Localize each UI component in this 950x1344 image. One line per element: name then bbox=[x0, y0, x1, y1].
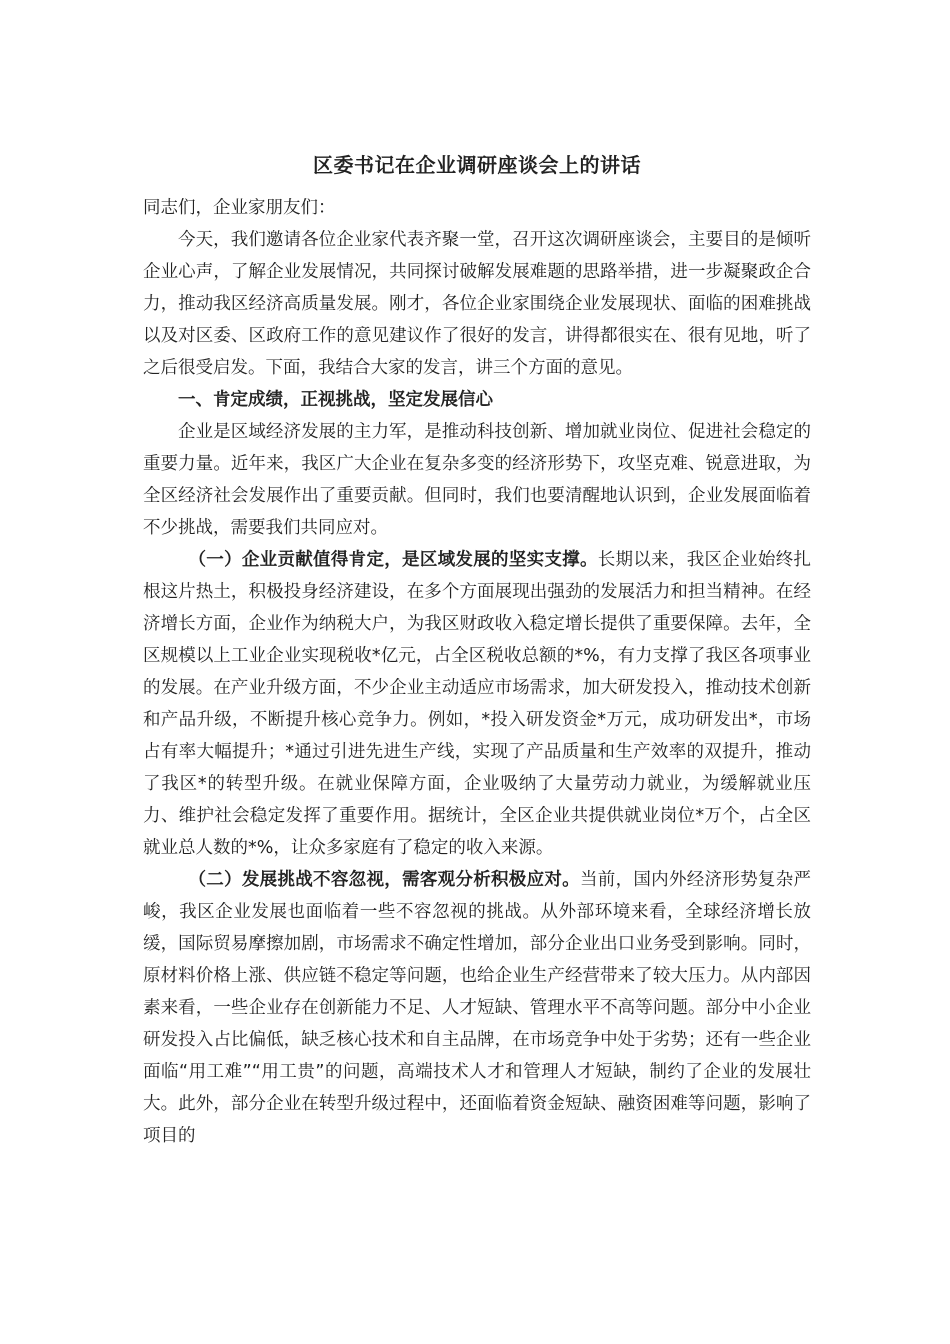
subsection-2-lead: （二）发展挑战不容忽视，需客观分析积极应对。 bbox=[188, 870, 580, 890]
subsection-2-text: 当前，国内外经济形势复杂严峻，我区企业发展也面临着一些不容忽视的挑战。从外部环境来看，全球经济增长放缓，国际贸易摩擦加剧，市场需求不确定性增加，部分企业出口业务受到影响。同时，原材料价格上涨、供应链不稳定等问题，也给企业生产经营带来了较大压力。从内部因素来看，一些企业存在创新能力不足、人才短缺、管理水平不高等问题。部分中小企业研发投入占比偏低，缺乏核心技术和自主品牌，在市场竞争中处于劣势；还有一些企业面临“用工难”“用工贵”的问题，高端技术人才和管理人才短缺，制约了企业的发展壮大。此外，部分企业在转型升级过程中，还面临着资金短缺、融资困难等问题，影响了项目的 bbox=[143, 870, 812, 1146]
subsection-1-paragraph bbox=[143, 544, 811, 864]
section-heading-1: 一、肯定成绩，正视挑战，坚定发展信心 bbox=[178, 390, 493, 410]
subsection-1-text: 长期以来，我区企业始终扎根这片热土，积极投身经济建设，在多个方面展现出强劲的发展活力和担当精神。在经济增长方面，企业作为纳税大户，为我区财政收入稳定增长提供了重要保障。去年，全区规模以上工业企业实现税收*亿元，占全区税收总额的*%，有力支撑了我区各项事业的发展。在产业升级方面，不少企业主动适应市场需求，加大研发投入，推动技术创新和产品升级，不断提升核心竞争力。例如，*投入研发资金*万元，成功研发出*，市场占有率大幅提升；*通过引进先进生产线，实现了产品质量和生产效率的双提升，推动了我区*的转型升级。在就业保障方面，企业吸纳了大量劳动力就业，为缓解就业压力、维护社会稳定发挥了重要作用。据统计，全区企业共提供就业岗位*万个，占全区就业总人数的*%，让众多家庭有了稳定的收入来源。 bbox=[143, 550, 812, 858]
salutation: 同志们，企业家朋友们： bbox=[143, 198, 336, 218]
document-title: 区委书记在企业调研座谈会上的讲话 bbox=[313, 153, 641, 177]
document-body bbox=[143, 192, 811, 1152]
section-1-paragraph: 企业是区域经济发展的主力军，是推动科技创新、增加就业岗位、促进社会稳定的重要力量。近年来，我区广大企业在复杂多变的经济形势下，攻坚克难、锐意进取，为全区经济社会发展作出了重要贡献。但同时，我们也要清醒地认识到，企业发展面临着不少挑战，需要我们共同应对。 bbox=[143, 422, 811, 538]
subsection-1-lead: （一）企业贡献值得肯定，是区域发展的坚实支撑。 bbox=[188, 550, 598, 570]
intro-paragraph: 今天，我们邀请各位企业家代表齐聚一堂，召开这次调研座谈会，主要目的是倾听企业心声，了解企业发展情况，共同探讨破解发展难题的思路举措，进一步凝聚政企合力，推动我区经济高质量发展。刚才，各位企业家围绕企业发展现状、面临的困难挑战以及对区委、区政府工作的意见建议作了很好的发言，讲得都很实在、很有见地，听了之后很受启发。下面，我结合大家的发言，讲三个方面的意见。 bbox=[143, 230, 811, 378]
subsection-2-paragraph bbox=[143, 864, 811, 1152]
